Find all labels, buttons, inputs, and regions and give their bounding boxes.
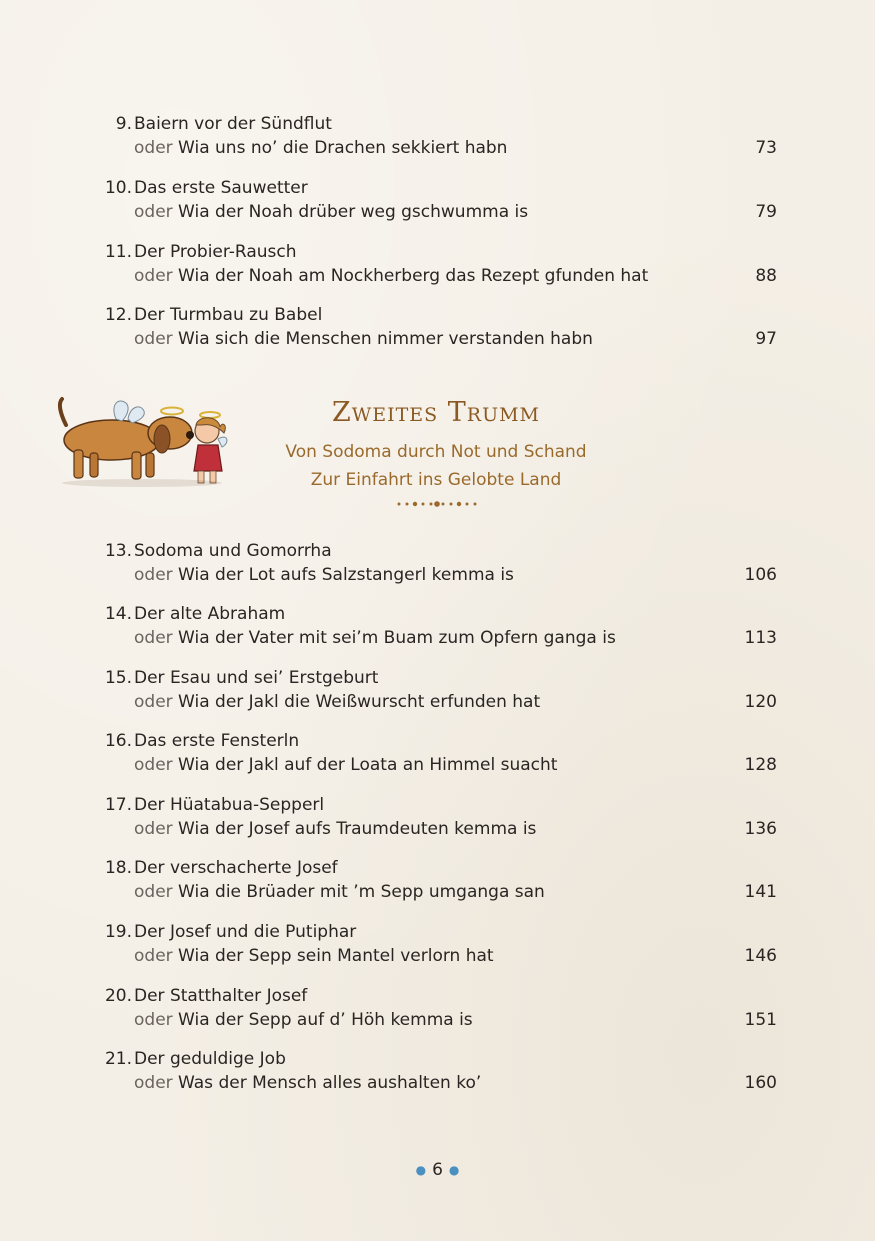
entry-number: 11. xyxy=(104,242,132,262)
entry-number: 21. xyxy=(104,1049,132,1069)
entry-title: Der Josef und die Putiphar xyxy=(134,922,357,942)
entry-page-number: 141 xyxy=(744,882,777,902)
toc-entry xyxy=(0,1047,875,1099)
toc-entry xyxy=(0,602,875,654)
entry-title: Der alte Abraham xyxy=(134,604,286,624)
entry-subtitle xyxy=(134,817,536,841)
toc-entry xyxy=(0,176,875,228)
section-subtitle-line2: Zur Einfahrt ins Gelobte Land xyxy=(310,470,562,490)
toc-entry xyxy=(0,984,875,1036)
subtitle-text: Wia der Jakl die Weißwurscht erfunden hat xyxy=(178,692,541,712)
entry-subtitle xyxy=(134,1071,481,1095)
entry-page-number: 113 xyxy=(744,628,777,648)
entry-page-number: 88 xyxy=(755,266,777,286)
oder-label: oder xyxy=(134,755,173,775)
entry-title: Der Esau und sei’ Erstgeburt xyxy=(134,668,379,688)
entry-page-number: 160 xyxy=(744,1073,777,1093)
entry-page-number: 120 xyxy=(744,692,777,712)
entry-title: Der verschacherte Josef xyxy=(134,858,338,878)
entry-number: 14. xyxy=(104,604,132,624)
entry-number: 10. xyxy=(104,178,132,198)
entry-subtitle xyxy=(134,944,494,968)
entry-page-number: 97 xyxy=(755,329,777,349)
toc-entry xyxy=(0,666,875,718)
entry-page-number: 136 xyxy=(744,819,777,839)
entry-page-number: 73 xyxy=(755,138,777,158)
subtitle-text: Wia der Noah am Nockherberg das Rezept gfunden hat xyxy=(178,266,649,286)
toc-entry xyxy=(0,920,875,972)
subtitle-text: Wia der Sepp auf d’ Höh kemma is xyxy=(178,1010,473,1030)
oder-label: oder xyxy=(134,565,173,585)
toc-entry xyxy=(0,856,875,908)
toc-entry xyxy=(0,539,875,591)
subtitle-text: Wia der Josef aufs Traumdeuten kemma is xyxy=(178,819,537,839)
entry-number: 13. xyxy=(104,541,132,561)
entry-title: Der Turmbau zu Babel xyxy=(134,305,323,325)
entry-page-number: 146 xyxy=(744,946,777,966)
entry-title: Baiern vor der Sündflut xyxy=(134,114,332,134)
footer-dot-icon: ● xyxy=(415,1163,427,1177)
entry-page-number: 106 xyxy=(744,565,777,585)
entry-subtitle xyxy=(134,626,616,650)
subtitle-text: Wia die Brüader mit ’m Sepp umganga san xyxy=(178,882,545,902)
dog-and-angel-icon xyxy=(52,395,230,490)
subtitle-text: Wia der Jakl auf der Loata an Himmel suacht xyxy=(178,755,558,775)
section-subtitle-line1: Von Sodoma durch Not und Schand xyxy=(285,442,587,462)
subtitle-text: Was der Mensch alles aushalten ko’ xyxy=(178,1073,482,1093)
entry-number: 18. xyxy=(104,858,132,878)
oder-label: oder xyxy=(134,1010,173,1030)
entry-page-number: 151 xyxy=(744,1010,777,1030)
oder-label: oder xyxy=(134,1073,173,1093)
entry-number: 9. xyxy=(115,114,132,134)
page-footer xyxy=(0,1160,875,1180)
entry-subtitle xyxy=(134,136,507,160)
entry-title: Das erste Fensterln xyxy=(134,731,300,751)
entry-number: 17. xyxy=(104,795,132,815)
subtitle-text: Wia der Noah drüber weg gschwumma is xyxy=(178,202,529,222)
ornament-divider xyxy=(395,499,479,509)
entry-subtitle xyxy=(134,327,593,351)
toc-entry xyxy=(0,303,875,355)
entry-number: 15. xyxy=(104,668,132,688)
oder-label: oder xyxy=(134,266,173,286)
entry-number: 19. xyxy=(104,922,132,942)
oder-label: oder xyxy=(134,946,173,966)
footer-dot-icon: ● xyxy=(448,1163,460,1177)
toc-entry xyxy=(0,793,875,845)
entry-subtitle xyxy=(134,563,514,587)
entry-title: Sodoma und Gomorrha xyxy=(134,541,332,561)
entry-subtitle xyxy=(134,200,528,224)
oder-label: oder xyxy=(134,882,173,902)
section-title: Zweites Trumm xyxy=(331,397,541,428)
subtitle-text: Wia uns no’ die Drachen sekkiert habn xyxy=(178,138,508,158)
entry-subtitle xyxy=(134,690,540,714)
entry-subtitle xyxy=(134,753,557,777)
entry-page-number: 79 xyxy=(755,202,777,222)
entry-title: Der Hüatabua-Sepperl xyxy=(134,795,325,815)
oder-label: oder xyxy=(134,819,173,839)
oder-label: oder xyxy=(134,628,173,648)
toc-entry xyxy=(0,240,875,292)
oder-label: oder xyxy=(134,692,173,712)
oder-label: oder xyxy=(134,329,173,349)
entry-title: Der Probier-Rausch xyxy=(134,242,297,262)
entry-subtitle xyxy=(134,264,648,288)
entry-number: 20. xyxy=(104,986,132,1006)
section-header xyxy=(0,395,875,525)
subtitle-text: Wia der Sepp sein Mantel verlorn hat xyxy=(178,946,494,966)
oder-label: oder xyxy=(134,138,173,158)
entry-number: 16. xyxy=(104,731,132,751)
toc-entry xyxy=(0,112,875,164)
entry-subtitle xyxy=(134,1008,473,1032)
subtitle-text: Wia der Vater mit sei’m Buam zum Opfern ganga is xyxy=(178,628,616,648)
entry-title: Das erste Sauwetter xyxy=(134,178,308,198)
entry-title: Der Statthalter Josef xyxy=(134,986,308,1006)
entry-page-number: 128 xyxy=(744,755,777,775)
oder-label: oder xyxy=(134,202,173,222)
entry-subtitle xyxy=(134,880,545,904)
entry-title: Der geduldige Job xyxy=(134,1049,286,1069)
subtitle-text: Wia sich die Menschen nimmer verstanden habn xyxy=(178,329,593,349)
toc-entry xyxy=(0,729,875,781)
entry-number: 12. xyxy=(104,305,132,325)
subtitle-text: Wia der Lot aufs Salzstangerl kemma is xyxy=(178,565,514,585)
page-number: 6 xyxy=(432,1160,443,1180)
